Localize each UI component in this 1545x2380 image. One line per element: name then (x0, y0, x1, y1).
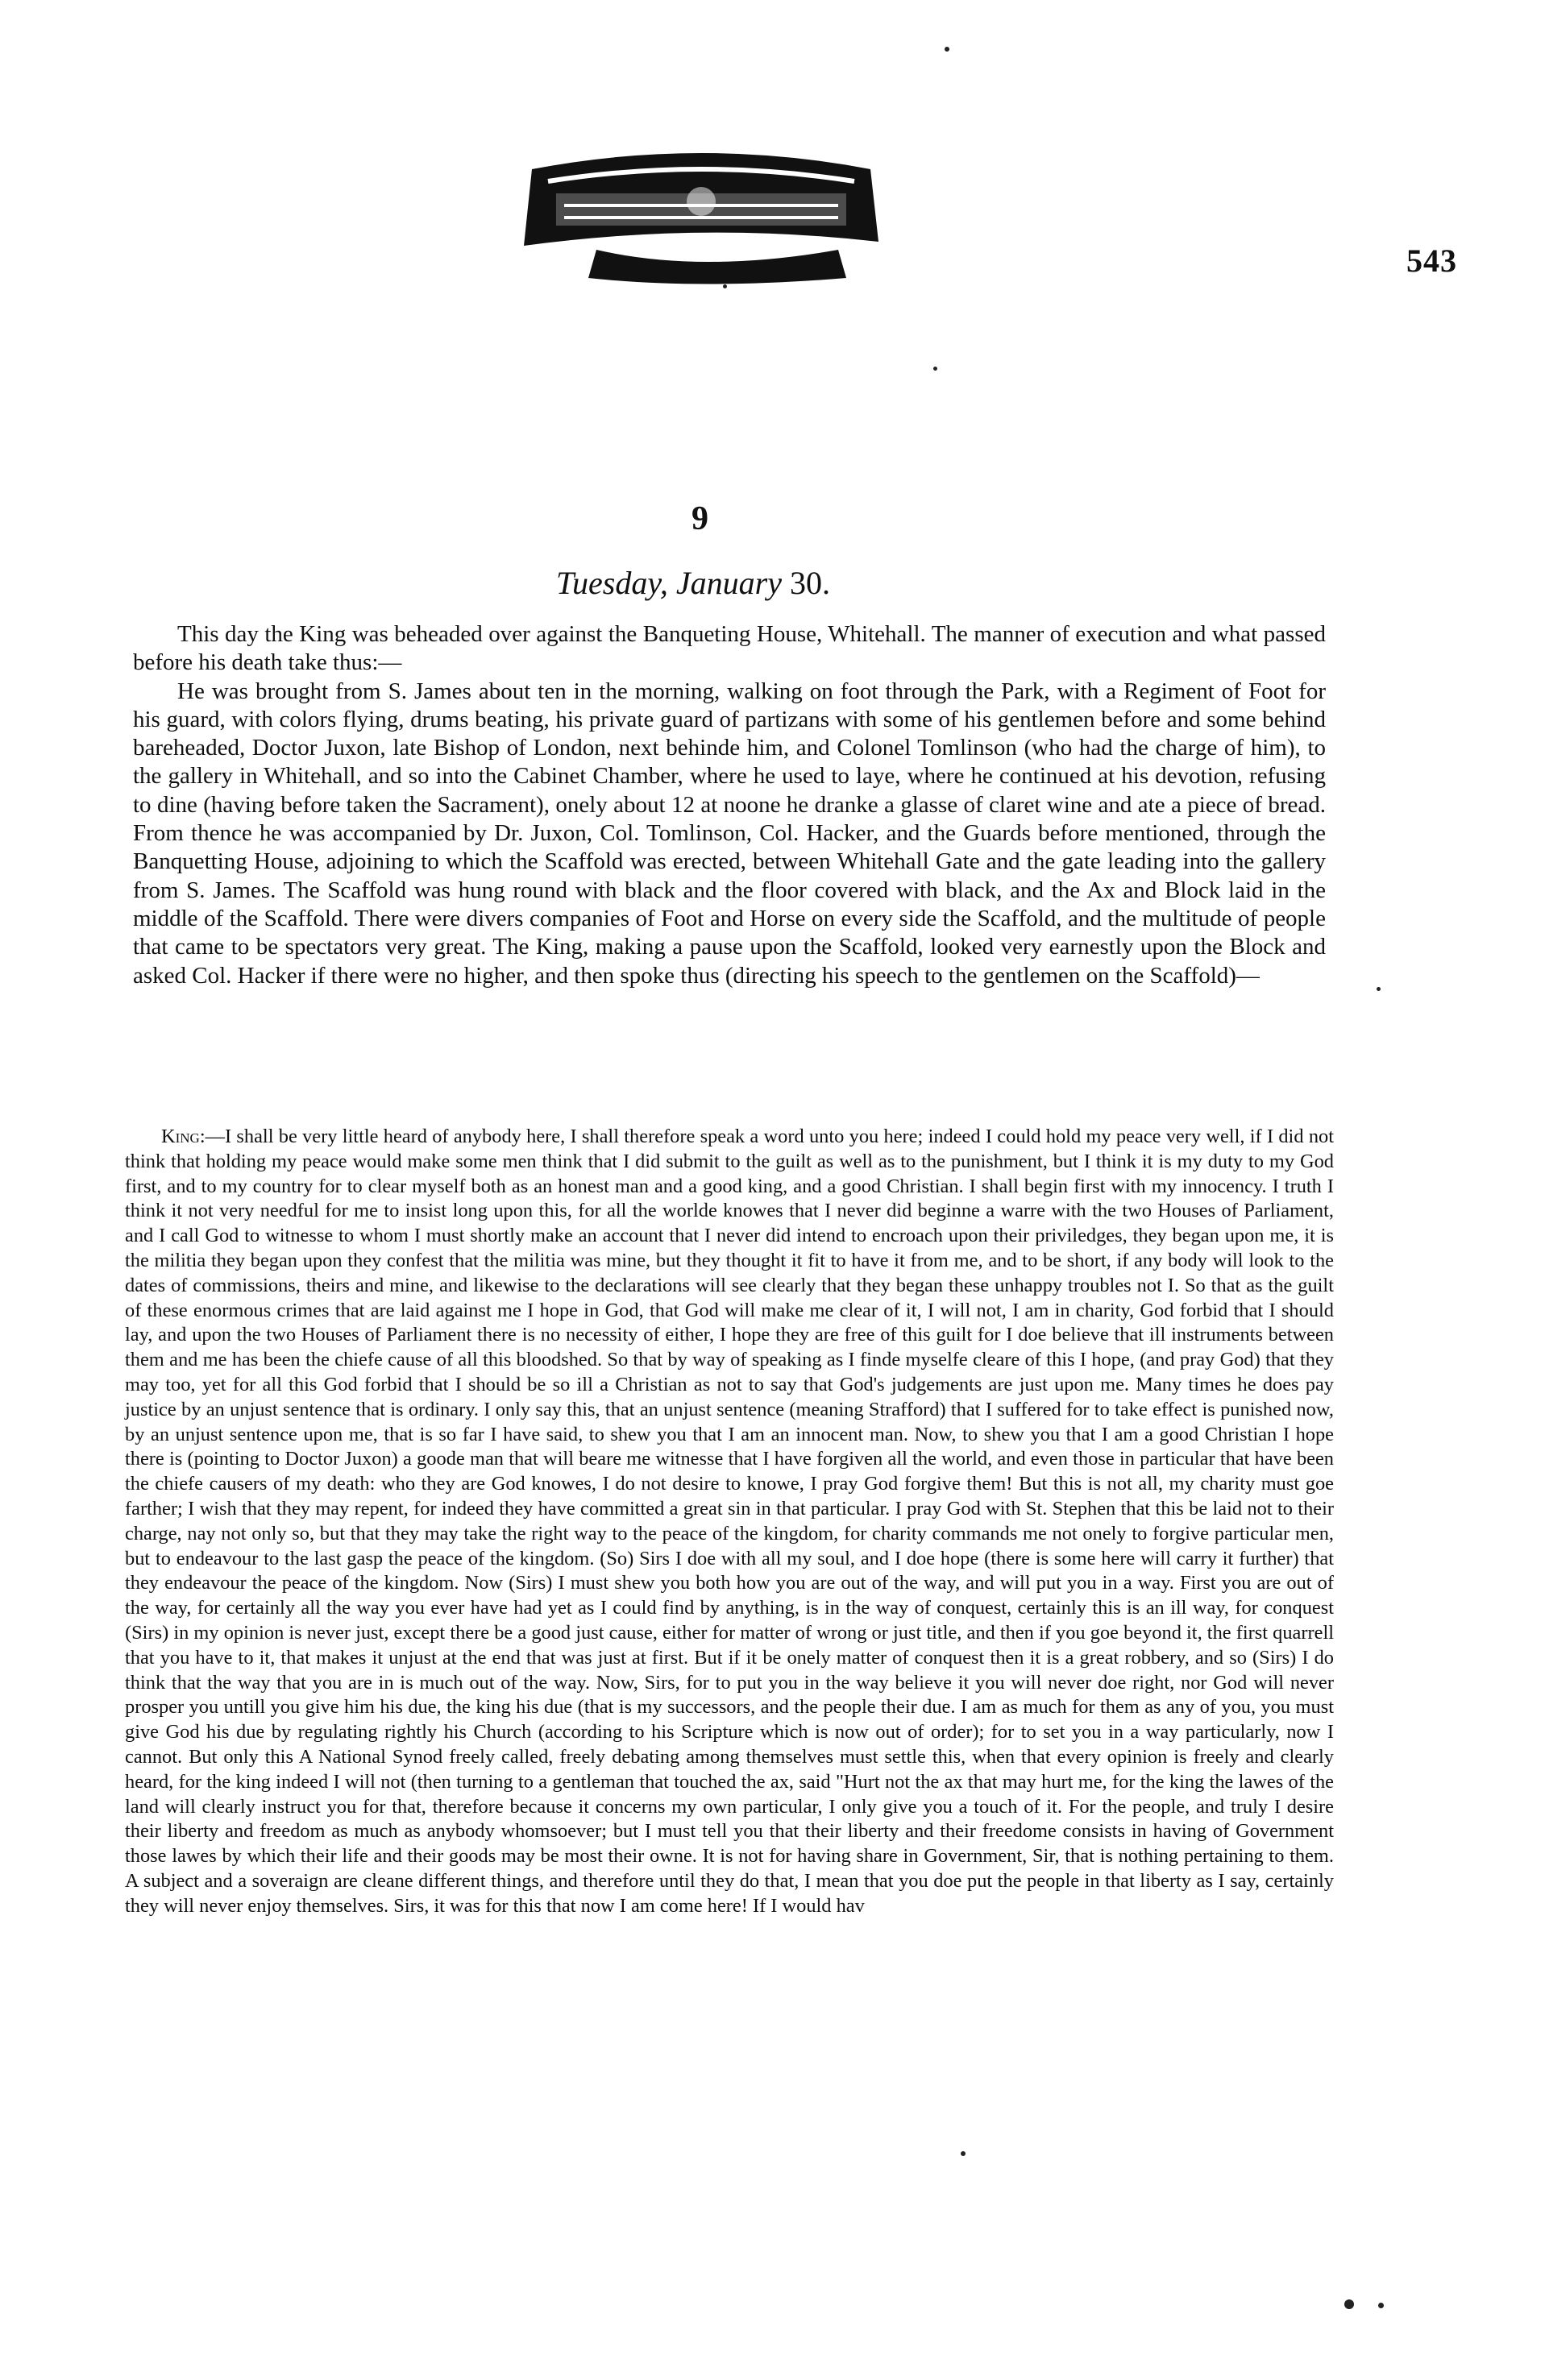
intro-paragraph: He was brought from S. James about ten in the morning, walking on foot through the Park, with a Regiment of Foot for his guard, with colors flying, drums beating, his private guard of partizans with some of his gentlemen before and some behind bareheaded, Doctor Juxon, late Bishop of London, next behinde him, and Colonel Tomlinson (who had the charge of him), to the gallery in Whitehall, and so into the Cabinet Chamber, where he used to laye, where he continued at his devotion, refusing to dine (having before taken the Sacrament), onely about 12 at noone he dranke a glasse of claret wine and ate a piece of bread. From thence he was accompanied by Dr. Juxon, Col. Tomlinson, Col. Hacker, and the Guards before mentioned, through the Banquetting House, adjoining to which the Scaffold was erected, between Whitehall Gate and the gate leading into the gallery from S. James. The Scaffold was hung round with black and the floor covered with black, and the Ax and Block laid in the middle of the Scaffold. There were divers companies of Foot and Horse on every side the Scaffold, and the multitude of people that came to be spectators very great. The King, making a pause upon the Scaffold, looked very earnestly upon the Block and asked Col. Hacker if there were no higher, and then spoke thus (directing his speech to the gentlemen on the Scaffold)— (133, 678, 1326, 989)
scan-speck (723, 284, 727, 288)
speech-text: —I shall be very little heard of anybody here, I shall therefore speak a word unto you here; indeed I could hold my peace very well, if I did not think that holding my peace would make some men think that I did submit to the guilt as well as to the punishment, but I think it is my duty to my God first, and to my country for to clear myself both as an honest man and a good king, and a good Christian. I shall begin first with my innocency. I truth I think it not very needful for me to insist long upon this, for all the worlde knowes that I never did beginne a warre with the two Houses of Parliament, and I call God to witnesse to whom I must shortly make an account that I never did intend to encroach upon their priviledges, they began upon me, it is the militia they began upon they confest that the militia was mine, but they thought it fit to have it from me, and to be short, if any body will look to the dates of commissions, theirs and mine, and likewise to the declarations will see clearly that they began these unhappy troubles not I. So that as the guilt of these enormous crimes that are laid against me I hope in God, that God will make me clear of it, I will not, I am in charity, God forbid that I should lay, and upon the two Houses of Parliament there is no necessity of either, I hope they are free of this guilt for I doe believe that ill instruments between them and me has been the chiefe cause of all this bloodshed. So that by way of speaking as I finde myselfe cleare of this I hope, (and pray God) that they may too, yet for all this God forbid that I should be so ill a Christian as not to say that God's judgements are just upon me. Many times he does pay justice by an unjust sentence that is ordinary. I only say this, that an unjust sentence (meaning Strafford) that I suffered for to take effect is punished now, by an unjust sentence upon me, that is so far I have said, to shew you that I am an innocent man. Now, to shew you that I am a good Christian I hope there is (pointing to Doctor Juxon) a goode man that will beare me witnesse that I have forgiven all the world, and even those in particular that have been the chiefe causers of my death: who they are God knowes, I do not desire to knowe, I pray God forgive them! But this is not all, my charity must goe farther; I wish that they may repent, for indeed they have committed a great sin in that particular. I pray God with St. Stephen that this be laid not to their charge, nay not only so, but that they may take the right way to the peace of the kingdom, for charity commands me not onely to forgive particular men, but to endeavour to the last gasp the peace of the kingdom. (So) Sirs I doe with all my soul, and I doe hope (there is some here will carry it further) that they endeavour the peace of the kingdom. Now (Sirs) I must shew you both how you are out of the way, and will put you in a way. First you are out of the way, for certainly all the way you ever have had yet as I could find by anything, is in the way of conquest, certainly this is an ill way, for conquest (Sirs) in my opinion is never just, except there be a good just cause, either for matter of wrong or just title, and then if you goe beyond it, the first quarrell that you have to it, that makes it unjust at the end that was just at first. But if it be onely matter of conquest then it is a great robbery, and so (Sirs) I do think that the way that you are in is much out of the way. Now, Sirs, for to put you in the way believe it you will never doe right, nor God will never prosper you untill you give him his due, the king his due (that is my successors, and the people their due. I am as much for them as any of you, you must give God his due by regulating rightly his Church (according to his Scripture which is now out of order); for to set you in a way particularly, now I cannot. But only this A National Synod freely called, freely debating among themselves must settle this, when that every opinion is freely and clearly heard, for the king indeed I will not (then turning to a gentleman that touched the ax, said "Hurt not the ax that may hurt me, for the king the lawes of the land will clearly instruct you for that, therefore because it concerns my own particular, I only give you a touch of it. For the people, and truly I desire their liberty and freedom as much as anybody whomsoever; but I must tell you that their liberty and their freedome consists in having of Government those lawes by which their life and their goods may be most their owne. It is not for having share in Government, Sir, that is nothing pertaining to them. A subject and a soveraign are cleane different things, and therefore until they do that, I mean that you doe put the people in that liberty as I say, certainly they will never enjoy themselves. Sirs, it was for this that now I am come here! If I would hav (125, 1126, 1334, 1917)
scan-speck (1378, 2303, 1384, 2308)
dateline (556, 564, 830, 602)
masthead-logo (500, 145, 903, 290)
page-number: 543 (1406, 243, 1457, 279)
dateline-day: Tuesday, January (556, 565, 782, 601)
speaker-label: King: (161, 1126, 206, 1147)
scan-speck (1377, 987, 1381, 991)
section-mark: 9 (692, 500, 708, 537)
scan-speck (933, 367, 937, 371)
speech-paragraph (125, 1125, 1334, 1919)
dateline-date: 30. (789, 565, 830, 601)
intro-paragraph: This day the King was beheaded over against the Banqueting House, Whitehall. The manner of execution and what passed before his death take thus:— (133, 621, 1326, 676)
intro-text (133, 620, 1326, 990)
scan-speck (961, 2151, 966, 2156)
masthead-logo-graphic (500, 145, 903, 290)
king-speech (125, 1125, 1334, 1919)
scan-speck (1344, 2299, 1354, 2309)
scan-speck (945, 47, 949, 52)
